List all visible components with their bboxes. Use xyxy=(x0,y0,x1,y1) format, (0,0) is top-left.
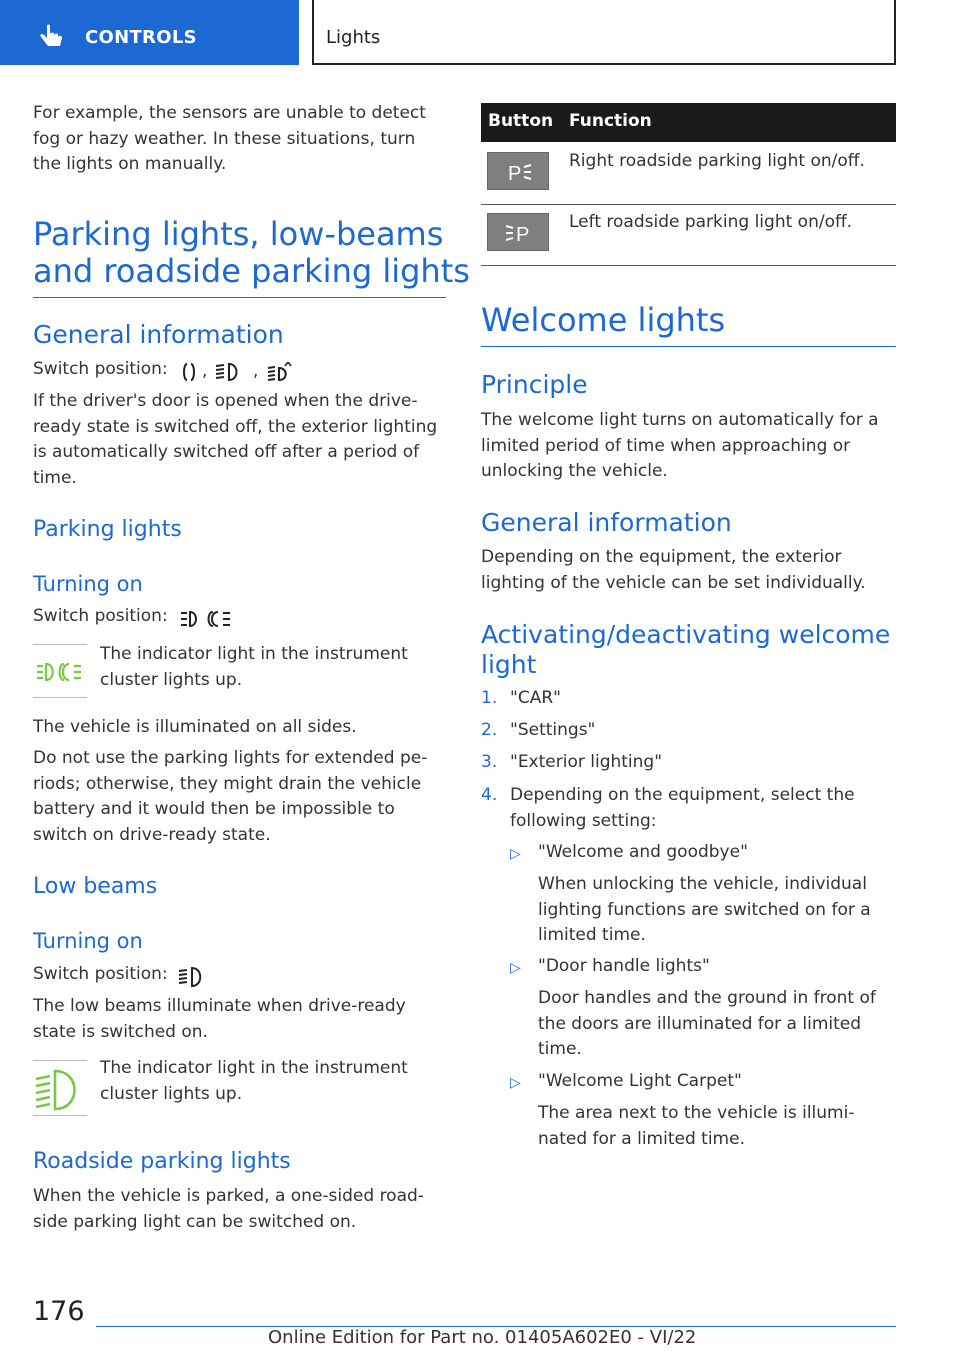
parking-indicator-text: The indicator light in the instrument cluster lights up. xyxy=(100,644,408,690)
svg-text:P: P xyxy=(508,163,522,185)
main-heading-line2: and roadside parking lights xyxy=(33,252,470,290)
turning-on-heading-2: Turning on xyxy=(33,929,143,953)
auto-light-icon xyxy=(267,362,293,382)
option-desc: Door handles and the ground in front of the doors are illuminated for a limited time. xyxy=(538,988,876,1059)
general-info-heading: General information xyxy=(33,320,284,349)
light-off-icon xyxy=(181,362,197,382)
principle-text: The welcome light turns on automatically for a limited period of time when approaching or unlocking the vehicle. xyxy=(481,410,879,481)
hand-pointer-icon xyxy=(38,24,64,52)
comma: , xyxy=(202,361,208,381)
parking-light-icon xyxy=(180,609,232,629)
parking-indicator-box xyxy=(33,644,87,698)
table-row-icon-box xyxy=(487,152,549,190)
page-number: 176 xyxy=(33,1296,85,1327)
activating-heading-line1: Activating/deactivating welcome xyxy=(481,620,891,649)
step-text: "Settings" xyxy=(510,720,596,740)
right-roadside-parking-icon xyxy=(488,153,550,191)
comma: , xyxy=(253,361,259,381)
step-number: 3. xyxy=(481,752,498,772)
option-desc: When unlocking the vehicle, individual lighting functions are switched on for a limited time. xyxy=(538,874,871,945)
low-beam-indicator-icon xyxy=(33,1061,87,1117)
option-desc: The area next to the vehicle is illumi-nated for a limited time. xyxy=(538,1103,855,1149)
section-tab xyxy=(0,0,299,65)
svg-text:P: P xyxy=(516,224,530,246)
switch-position-label-3: Switch position: xyxy=(33,964,168,984)
low-beam-icon xyxy=(178,966,208,988)
table-header xyxy=(481,103,896,142)
option-title: "Welcome and goodbye" xyxy=(538,842,748,862)
low-beam-indicator-box xyxy=(33,1060,87,1116)
activating-heading-line2: light xyxy=(481,650,537,679)
table-row-function: Left roadside parking light on/off. xyxy=(569,212,853,232)
bullet-triangle-icon: ▷ xyxy=(510,960,521,976)
col-function-header: Function xyxy=(569,111,652,131)
general-info-text: If the driver's door is opened when the drive-ready state is switched off, the exterior lighting is automatically switched off after a period of time. xyxy=(33,391,438,488)
parking-lights-heading: Parking lights xyxy=(33,517,182,542)
left-roadside-parking-icon xyxy=(488,214,550,252)
main-heading-line1: Parking lights, low-beams xyxy=(33,215,444,253)
principle-heading: Principle xyxy=(481,370,588,399)
option-title: "Welcome Light Carpet" xyxy=(538,1071,742,1091)
turning-on-heading-1: Turning on xyxy=(33,572,143,596)
roadside-text: When the vehicle is parked, a one-sided road-side parking light can be switched on. xyxy=(33,1186,424,1232)
section-title: CONTROLS xyxy=(85,27,197,48)
table-bottom-rule xyxy=(481,265,896,266)
step-number: 4. xyxy=(481,785,498,805)
bullet-triangle-icon: ▷ xyxy=(510,1075,521,1091)
bullet-triangle-icon: ▷ xyxy=(510,846,521,862)
col-button-header: Button xyxy=(488,111,554,131)
chapter-tab xyxy=(312,0,896,65)
general-info-heading-right: General information xyxy=(481,508,732,537)
roadside-heading: Roadside parking lights xyxy=(33,1149,291,1174)
low-beams-heading: Low beams xyxy=(33,874,158,899)
table-row-icon-box xyxy=(487,213,549,251)
footer-edition: Online Edition for Part no. 01405A602E0 - VI/22 xyxy=(268,1327,697,1348)
low-beam-icon xyxy=(215,362,245,382)
heading-rule xyxy=(481,346,896,347)
low-beams-text: The low beams illuminate when drive-ready state is switched on. xyxy=(33,996,406,1042)
switch-position-label: Switch position: xyxy=(33,359,168,379)
heading-rule xyxy=(33,297,446,298)
option-title: "Door handle lights" xyxy=(538,956,710,976)
intro-text: For example, the sensors are unable to detect fog or hazy weather. In these situations, turn the lights on manually. xyxy=(33,103,426,174)
step-number: 2. xyxy=(481,720,498,740)
parking-text-1: The vehicle is illuminated on all sides. xyxy=(33,717,357,737)
welcome-heading: Welcome lights xyxy=(481,301,726,339)
parking-text-2: Do not use the parking lights for extended pe-riods; otherwise, they might drain the vehicle battery and it would then be impossible to switch on drive-ready state. xyxy=(33,748,428,845)
step-number: 1. xyxy=(481,688,498,708)
chapter-title: Lights xyxy=(326,27,381,48)
general-info-text-right: Depending on the equipment, the exterior lighting of the vehicle can be set individually. xyxy=(481,547,866,593)
low-beam-indicator-text: The indicator light in the instrument cluster lights up. xyxy=(100,1058,408,1104)
table-row-function: Right roadside parking light on/off. xyxy=(569,151,865,171)
switch-position-label-2: Switch position: xyxy=(33,606,168,626)
parking-indicator-icon xyxy=(33,645,87,699)
step-text: "CAR" xyxy=(510,688,561,708)
step-text: "Exterior lighting" xyxy=(510,752,663,772)
table-row-divider xyxy=(481,204,896,205)
step-text: Depending on the equipment, select the following setting: xyxy=(510,785,855,831)
